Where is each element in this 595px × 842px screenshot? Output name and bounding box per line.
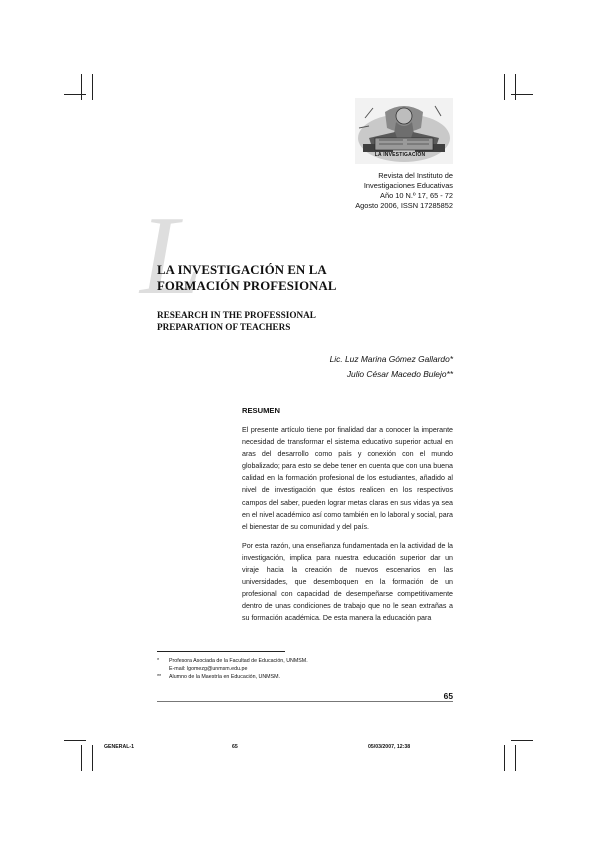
title-line: FORMACIÓN PROFESIONAL bbox=[157, 279, 337, 293]
page-bottom-rule bbox=[157, 701, 453, 702]
crop-mark-top-left-v bbox=[81, 74, 82, 100]
authors bbox=[233, 352, 453, 382]
footnote-rule bbox=[157, 651, 285, 652]
slug-datetime: 05/03/2007, 12:38 bbox=[368, 744, 411, 750]
title-line: LA INVESTIGACIÓN EN LA bbox=[157, 263, 327, 277]
journal-line: Agosto 2006, ISSN 17285852 bbox=[355, 201, 453, 210]
footnote-text: Profesora Asociada de la Facultad de Educación, UNMSM. bbox=[169, 658, 308, 664]
section-heading-resumen: RESUMEN bbox=[242, 406, 280, 415]
author-name: Lic. Luz Marina Gómez Gallardo* bbox=[329, 354, 453, 364]
footnote bbox=[157, 657, 417, 673]
crop-mark-bottom-right-v bbox=[504, 745, 505, 771]
footnotes bbox=[157, 657, 417, 681]
article-subtitle-english bbox=[157, 310, 417, 333]
abstract-paragraph: El presente artículo tiene por finalidad dar a conocer la imperante necesidad de transformar el sistema educativo superior actual en aras del desarrollo como país y conexión con el mundo globalizado; para esto se debe tener en cuenta que con una buena calidad en la formación profesional de los estudiantes, añadido al nivel de investigación que éstos realicen en los respectivos campos del saber, pueden lograr metas claras en sus vidas ya sea en el nivel académico así como también en lo laboral y social, para el bienestar de su comunidad y del país. bbox=[242, 426, 453, 531]
footnote bbox=[157, 673, 417, 681]
crop-mark-top-left-v2 bbox=[92, 74, 93, 100]
slug-page: 65 bbox=[232, 744, 238, 750]
abstract-body bbox=[242, 424, 453, 632]
subtitle-line: RESEARCH IN THE PROFESSIONAL bbox=[157, 310, 316, 320]
page-number: 65 bbox=[443, 691, 453, 701]
footnote-marker: ** bbox=[157, 674, 162, 680]
article-title bbox=[157, 262, 417, 294]
logo-label: LA INVESTIGACIÓN bbox=[374, 152, 426, 158]
crop-mark-top-left-h bbox=[64, 94, 86, 95]
slug-file: GENERAL-1 bbox=[104, 744, 134, 750]
crop-mark-top-right-v bbox=[504, 74, 505, 100]
abstract-paragraph: Por esta razón, una enseñanza fundamentada en la actividad de la investigación, implica para nuestra educación superior dar un viraje hacia la creación de nuevos escenarios en las universidades, que desemboquen en la formación de un profesional con capacidad de desempeñarse competitivamente dentro de unas condiciones de trabajo que no le sean extrañas a su formación académica. De esta manera la educación para bbox=[242, 541, 453, 623]
footnote-email: E-mail: lgomezg@unmsm.edu.pe bbox=[169, 666, 248, 672]
crop-mark-bottom-right-v2 bbox=[515, 745, 516, 771]
subtitle-line: PREPARATION OF TEACHERS bbox=[157, 321, 291, 332]
crop-mark-top-right-v2 bbox=[515, 74, 516, 100]
crop-mark-bottom-left-v bbox=[81, 745, 82, 771]
journal-info bbox=[303, 171, 453, 211]
crop-mark-bottom-left-h bbox=[64, 740, 86, 741]
journal-line: Año 10 N.º 17, 65 - 72 bbox=[380, 191, 453, 200]
author-name: Julio César Macedo Bulejo** bbox=[346, 369, 453, 379]
footnote-marker: * bbox=[157, 658, 160, 664]
footnote-text: Alumno de la Maestría en Educación, UNMSM. bbox=[169, 674, 280, 680]
decorative-drop-cap: L bbox=[140, 194, 203, 318]
crop-mark-bottom-right-h bbox=[511, 740, 533, 741]
journal-line: Investigaciones Educativas bbox=[363, 181, 453, 190]
journal-line: Revista del Instituto de bbox=[378, 171, 453, 180]
crop-mark-bottom-left-v2 bbox=[92, 745, 93, 771]
